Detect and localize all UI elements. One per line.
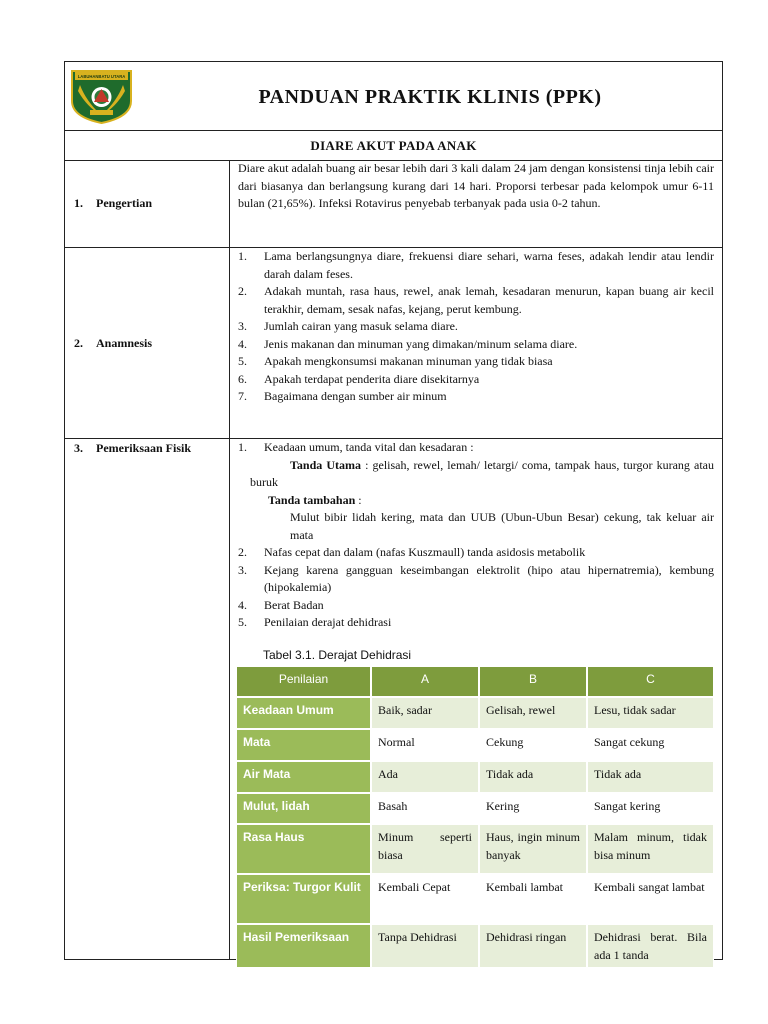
row-label: Rasa Haus xyxy=(236,824,371,874)
list-item: 3. Kejang karena gangguan keseimbangan elektrolit (hipo atau hipernatremia), kembung (hipokalemia) xyxy=(238,562,714,594)
tanda-tambahan-text: Mulut bibir lidah kering, mata dan UUB (Ubun-Ubun Besar) cekung, tak keluar air mata xyxy=(290,510,714,542)
table-row xyxy=(236,761,714,793)
list-item: 4. Jenis makanan dan minuman yang dimakan/minum selama diare. xyxy=(238,336,578,351)
table-cell: Sangat cekung xyxy=(587,729,714,761)
list-item: 2. Nafas cepat dan dalam (nafas Kuszmaull) tanda asidosis metabolik xyxy=(238,545,586,559)
table-row xyxy=(236,793,714,824)
document-title: PANDUAN PRAKTIK KLINIS (PPK) xyxy=(258,86,602,108)
row-label: Mata xyxy=(236,729,371,761)
table-cell: Kering xyxy=(479,793,587,824)
table-header-cell: B xyxy=(479,666,587,697)
table-cell: Dehidrasi berat. Bila ada 1 tanda xyxy=(587,924,714,968)
pemeriksaan-fisik-content xyxy=(238,439,714,632)
table-cell: Haus, ingin minum banyak xyxy=(479,824,587,874)
table-cell: Minum seperti biasa xyxy=(371,824,479,874)
tanda-utama: Tanda Utama : gelisah, rewel, lemah/ letargi/ coma, tampak haus, turgor kurang atau buruk xyxy=(250,457,714,489)
list-item: 4. Berat Badan xyxy=(238,597,324,612)
table-cell: Normal xyxy=(371,729,479,761)
table-header-cell: C xyxy=(587,666,714,697)
table-row xyxy=(236,874,714,924)
column-divider xyxy=(229,160,230,960)
row-label: Air Mata xyxy=(236,761,371,793)
table-cell: Dehidrasi ringan xyxy=(479,924,587,968)
table-cell: Lesu, tidak sadar xyxy=(587,697,714,729)
table-cell: Tidak ada xyxy=(587,761,714,793)
table-cell: Kembali sangat lambat xyxy=(587,874,714,924)
dehydration-table xyxy=(236,666,714,968)
table-header-cell: Penilaian xyxy=(236,666,371,697)
list-item: 3. Jumlah cairan yang masuk selama diare. xyxy=(238,319,458,333)
table-cell: Malam minum, tidak bisa minum xyxy=(587,824,714,874)
table-cell: Baik, sadar xyxy=(371,697,479,729)
row-label: Keadaan Umum xyxy=(236,697,371,729)
svg-text:LABUHANBATU UTARA: LABUHANBATU UTARA xyxy=(77,74,126,79)
labuhanbatu-utara-logo-icon xyxy=(66,67,137,124)
table-cell: Gelisah, rewel xyxy=(479,697,587,729)
divider-title xyxy=(64,130,723,131)
tanda-tambahan-heading: Tanda tambahan : xyxy=(268,492,362,507)
table-cell: Cekung xyxy=(479,729,587,761)
list-item: 5. Apakah mengkonsumsi makanan minuman yang tidak biasa xyxy=(238,354,553,368)
table-cell: Tidak ada xyxy=(479,761,587,793)
section-label-pengertian: 1. Pengertian xyxy=(74,196,152,210)
row-label: Mulut, lidah xyxy=(236,793,371,824)
table-cell: Sangat kering xyxy=(587,793,714,824)
table-cell: Basah xyxy=(371,793,479,824)
section-label-pemeriksaan-fisik: 3. Pemeriksaan Fisik xyxy=(74,441,191,455)
table-row xyxy=(236,697,714,729)
table-cell: Kembali lambat xyxy=(479,874,587,924)
table-header-row xyxy=(236,666,714,697)
table-caption: Tabel 3.1. Derajat Dehidrasi xyxy=(263,648,412,662)
row-label: Periksa: Turgor Kulit xyxy=(236,874,371,924)
list-item: 1. Keadaan umum, tanda vital dan kesadaran : xyxy=(238,440,474,454)
list-item: 2. Adakah muntah, rasa haus, rewel, anak lemah, kesadaran menurun, kapan buang air kecil terakhir, demam, sesak nafas, kejang, perut kembung. xyxy=(238,284,714,316)
table-cell: Ada xyxy=(371,761,479,793)
anamnesis-list xyxy=(238,248,714,406)
topic-title: DIARE AKUT PADA ANAK xyxy=(310,138,477,153)
table-row xyxy=(236,729,714,761)
list-item: 5. Penilaian derajat dehidrasi xyxy=(238,615,392,629)
list-item: 1. Lama berlangsungnya diare, frekuensi diare sehari, warna feses, adakah lendir atau lendir darah dalam feses. xyxy=(238,249,714,281)
table-row xyxy=(236,824,714,874)
table-cell: Tanpa Dehidrasi xyxy=(371,924,479,968)
table-row xyxy=(236,924,714,968)
table-header-cell: A xyxy=(371,666,479,697)
row-label: Hasil Pemeriksaan xyxy=(236,924,371,968)
pengertian-text: Diare akut adalah buang air besar lebih dari 3 kali dalam 24 jam dengan konsistensi tinja lebih cair dari biasanya dan berlangsung kurang dari 14 hari. Proporsi terbesar pada kelompok umur 6-11 bulan (21,65%). Infeksi Rotavirus penyebab terbanyak pada usia 0-2 tahun. xyxy=(238,161,714,210)
section-label-anamnesis: 2. Anamnesis xyxy=(74,336,153,350)
table-cell: Kembali Cepat xyxy=(371,874,479,924)
list-item: 7. Bagaimana dengan sumber air minum xyxy=(238,389,447,403)
list-item: 6. Apakah terdapat penderita diare disekitarnya xyxy=(238,371,480,386)
